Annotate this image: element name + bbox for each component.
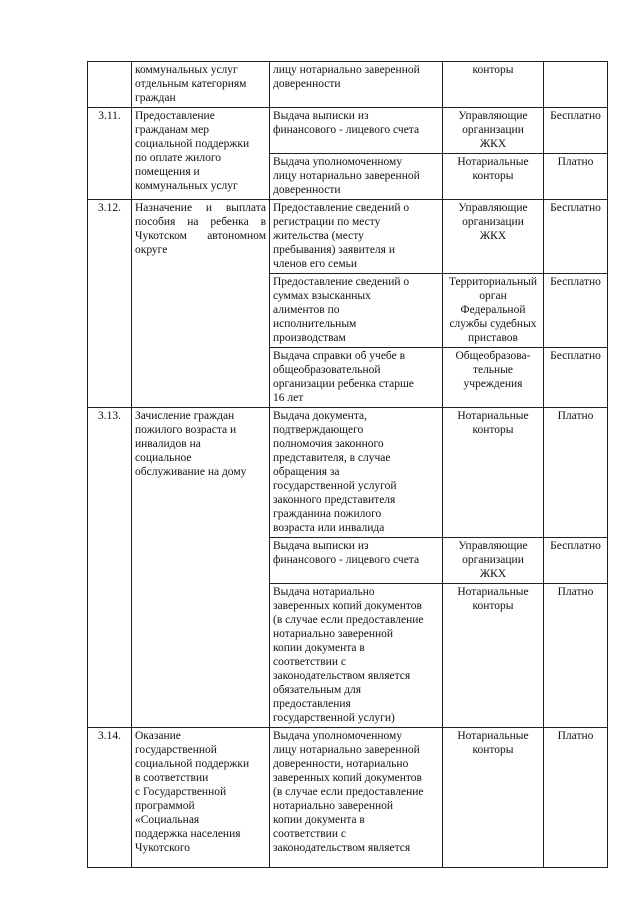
issuing-organization: Управляющие организации ЖКХ [443, 538, 544, 584]
row-number: 3.14. [88, 728, 132, 868]
table-row [88, 62, 608, 108]
fee-status: Платно [544, 154, 608, 200]
issuing-organization: Общеобразова- тельные учреждения [443, 348, 544, 408]
row-number [88, 62, 132, 108]
issuing-organization: Управляющие организации ЖКХ [443, 108, 544, 154]
issuing-organization: Нотариальные конторы [443, 728, 544, 868]
table-row [88, 108, 608, 154]
required-document: Выдача выписки из финансового - лицевого счета [270, 538, 443, 584]
fee-status: Бесплатно [544, 274, 608, 348]
service-name: Оказание государственной социальной поддержки в соответствии с Государственной программой «Социальная поддержка населения Чукотского [132, 728, 270, 868]
required-document: Предоставление сведений о регистрации по месту жительства (месту пребывания) заявителя и членов его семьи [270, 200, 443, 274]
fee-status: Бесплатно [544, 200, 608, 274]
services-table [87, 61, 608, 868]
required-document: лицу нотариально заверенной доверенности [270, 62, 443, 108]
fee-status: Платно [544, 584, 608, 728]
issuing-organization: Нотариальные конторы [443, 408, 544, 538]
service-name: Зачисление граждан пожилого возраста и инвалидов на социальное обслуживание на дому [132, 408, 270, 728]
row-number: 3.13. [88, 408, 132, 728]
fee-status: Платно [544, 408, 608, 538]
issuing-organization: Территориальный орган Федеральной службы судебных приставов [443, 274, 544, 348]
service-name: Назначение и выплата пособия на ребенка в Чукотском автономном округе [132, 200, 270, 408]
required-document: Выдача нотариально заверенных копий документов (в случае если предоставление нотариально заверенной копии документа в соответствии с законодательством является обязательным для предоставления государственной услуги) [270, 584, 443, 728]
required-document: Предоставление сведений о суммах взысканных алиментов по исполнительным производствам [270, 274, 443, 348]
required-document: Выдача уполномоченному лицу нотариально заверенной доверенности [270, 154, 443, 200]
fee-status: Бесплатно [544, 538, 608, 584]
table-row [88, 728, 608, 868]
fee-status: Бесплатно [544, 108, 608, 154]
service-name: Предоставление гражданам мер социальной поддержки по оплате жилого помещения и коммунальных услуг [132, 108, 270, 200]
required-document: Выдача справки об учебе в общеобразовательной организации ребенка старше 16 лет [270, 348, 443, 408]
required-document: Выдача выписки из финансового - лицевого счета [270, 108, 443, 154]
table-row [88, 408, 608, 538]
required-document: Выдача документа, подтверждающего полномочия законного представителя, в случае обращения за государственной услугой законного представителя гражданина пожилого возраста или инвалида [270, 408, 443, 538]
fee-status: Платно [544, 728, 608, 868]
services-table-body [88, 62, 608, 868]
service-name: коммунальных услуг отдельным категориям граждан [132, 62, 270, 108]
required-document: Выдача уполномоченному лицу нотариально заверенной доверенности, нотариально заверенных копий документов (в случае если предоставление нотариально заверенной копии документа в соответствии с законодательством является [270, 728, 443, 868]
issuing-organization: Нотариальные конторы [443, 154, 544, 200]
row-number: 3.12. [88, 200, 132, 408]
table-row [88, 200, 608, 274]
issuing-organization: Управляющие организации ЖКХ [443, 200, 544, 274]
row-number: 3.11. [88, 108, 132, 200]
issuing-organization: конторы [443, 62, 544, 108]
issuing-organization: Нотариальные конторы [443, 584, 544, 728]
fee-status [544, 62, 608, 108]
fee-status: Бесплатно [544, 348, 608, 408]
